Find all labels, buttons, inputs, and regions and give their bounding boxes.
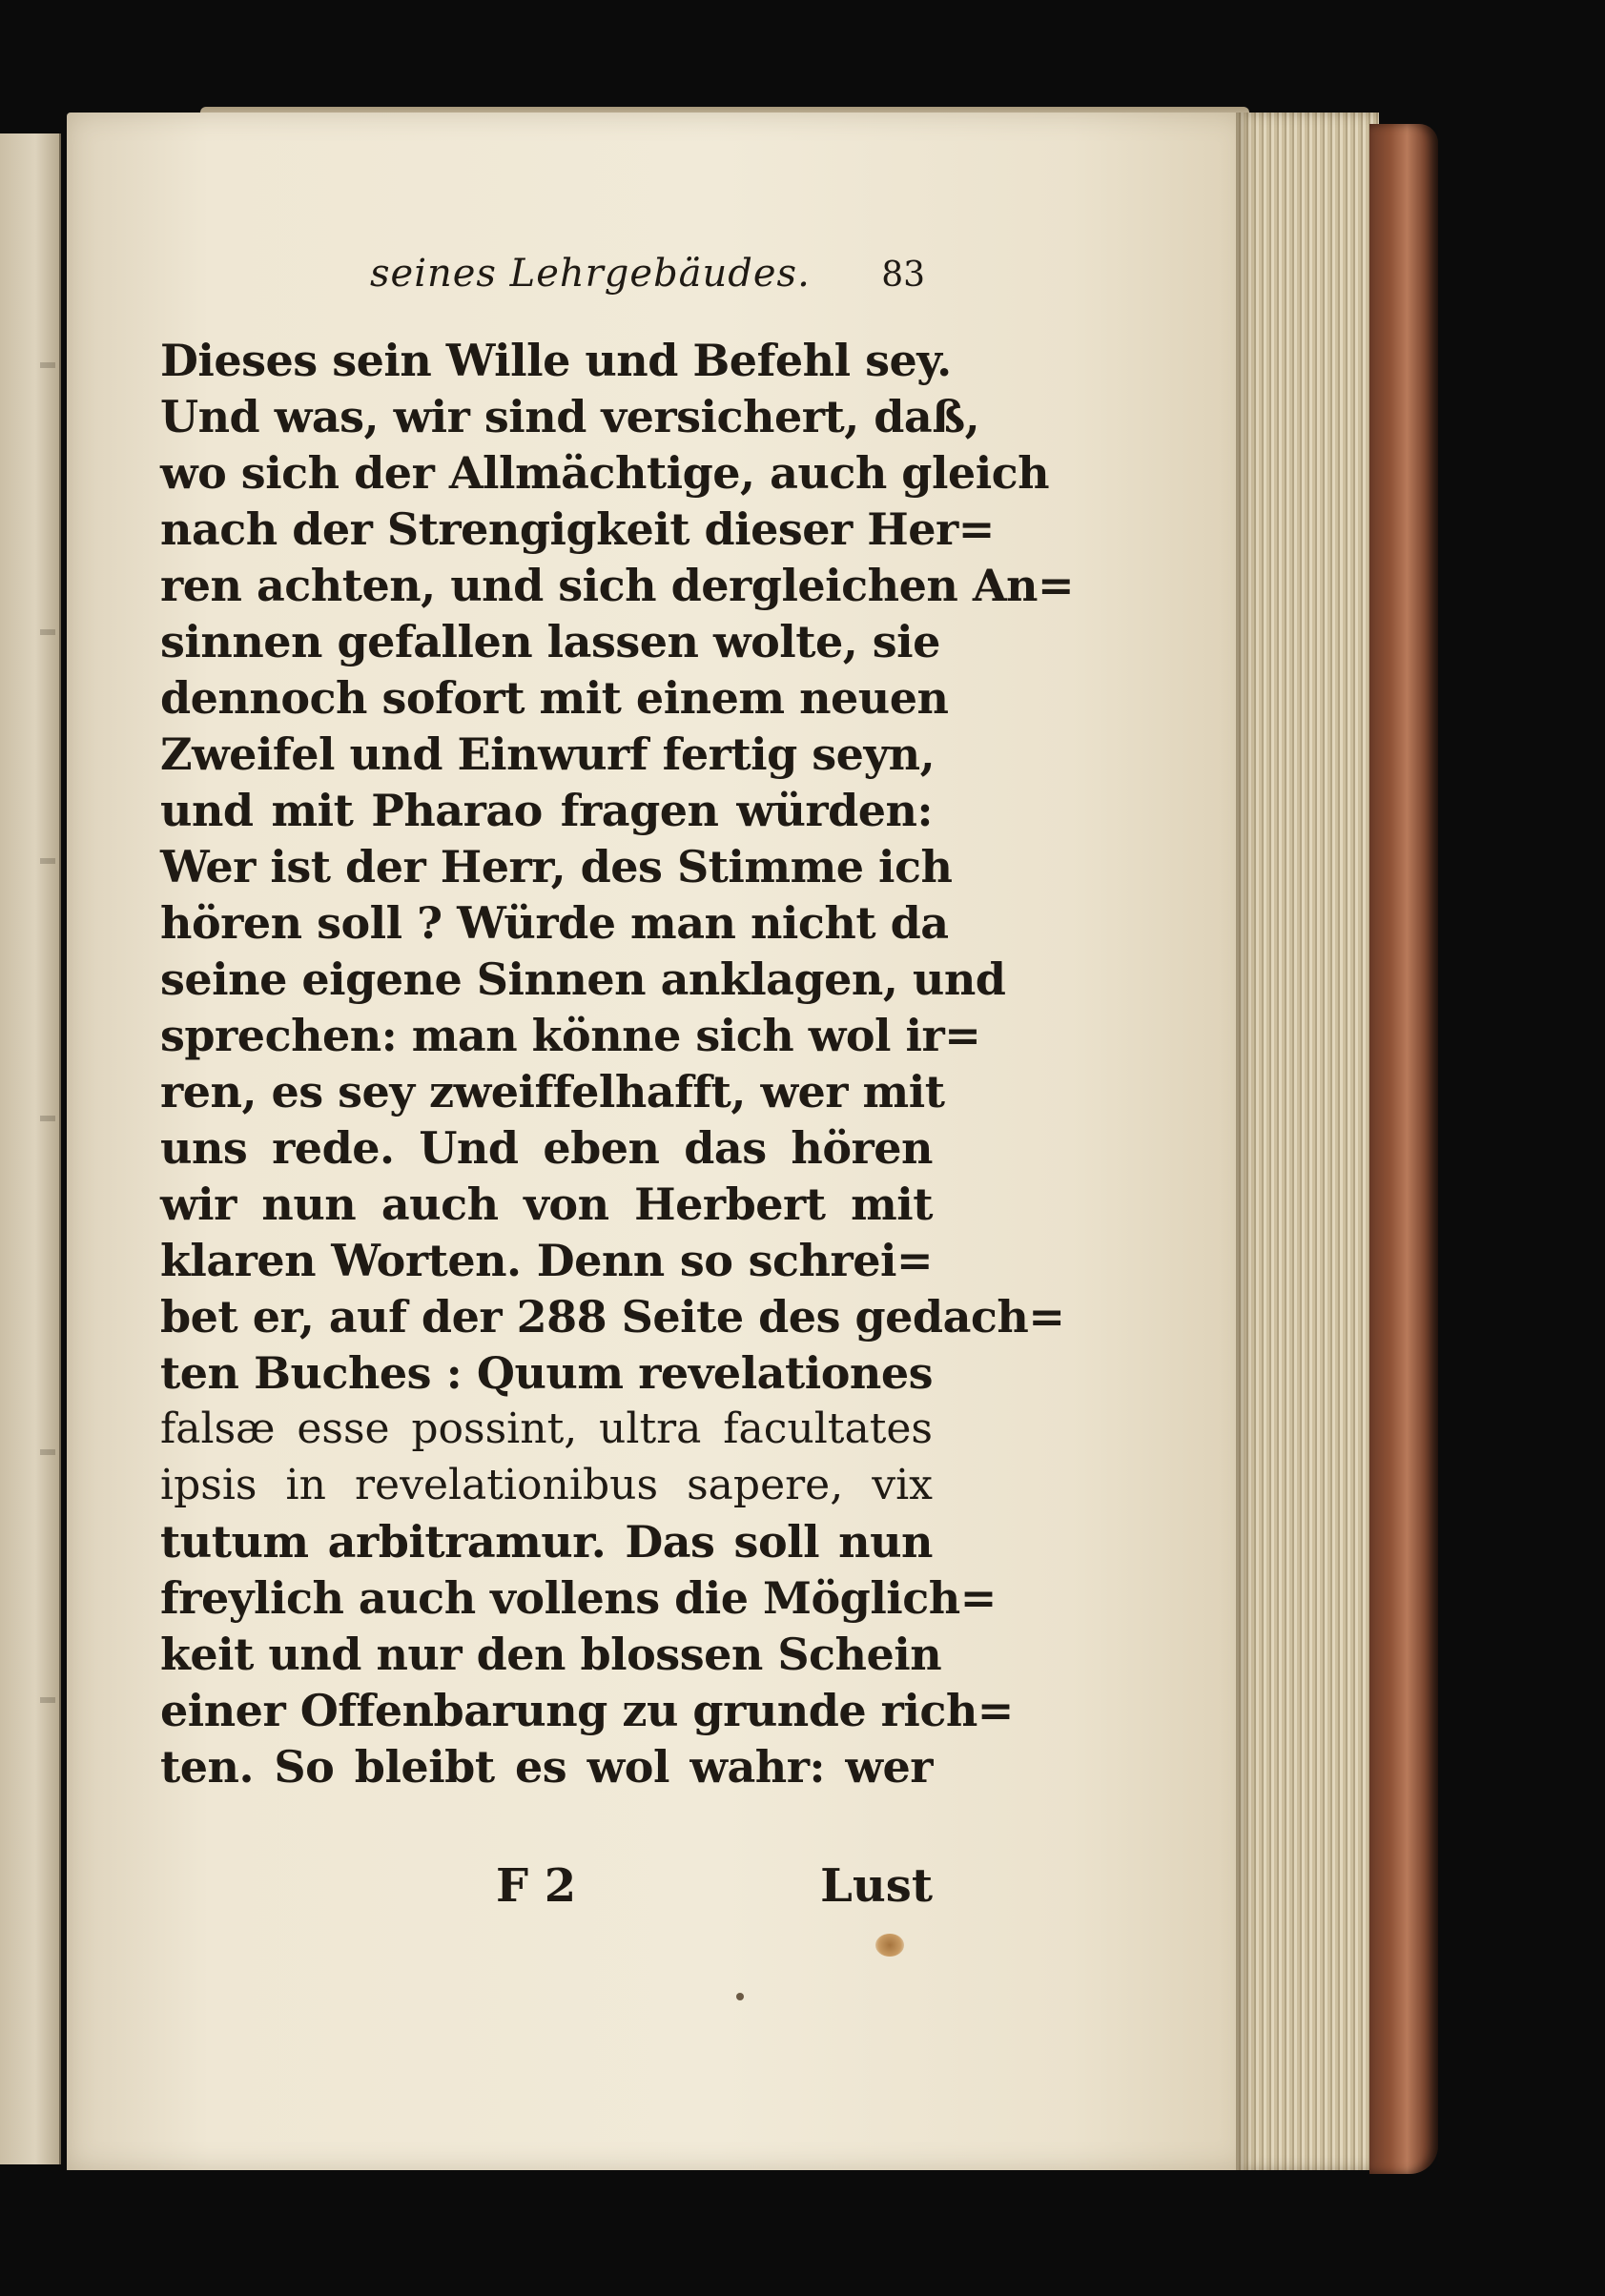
facing-page-edge xyxy=(0,133,61,2164)
text-line: einer Offenbarung zu grunde rich= xyxy=(160,1685,1014,1736)
book-cover-edge xyxy=(1369,124,1438,2174)
running-title: seines Lehrgebäudes. xyxy=(370,252,811,296)
text-line: klaren Worten. Denn so schrei= xyxy=(160,1235,933,1286)
text-line: falsæ esse possint, ultra facultates xyxy=(160,1404,933,1453)
text-line: Zweifel und Einwurf fertig seyn, xyxy=(160,728,936,780)
text-line: uns rede. Und eben das hören xyxy=(160,1122,933,1174)
text-line: ten Buches : Quum revelationes xyxy=(160,1347,933,1399)
text-line: ten. So bleibt es wol wahr: wer xyxy=(160,1741,933,1793)
body-text xyxy=(160,334,1075,1831)
text-line: sprechen: man könne sich wol ir= xyxy=(160,1010,981,1061)
catchline xyxy=(160,1859,933,1917)
text-line: und mit Pharao fragen würden: xyxy=(160,785,933,836)
text-line: hören soll ? Würde man nicht da xyxy=(160,897,949,949)
text-line: sinnen gefallen lassen wolte, sie xyxy=(160,616,940,667)
ink-speck xyxy=(736,1993,744,2000)
text-line: ren, es sey zweiffelhafft, wer mit xyxy=(160,1066,945,1117)
text-line: wir nun auch von Herbert mit xyxy=(160,1179,933,1230)
text-line: ren achten, und sich dergleichen An= xyxy=(160,560,1075,611)
text-line: seine eigene Sinnen anklagen, und xyxy=(160,953,1006,1005)
text-line: dennoch sofort mit einem neuen xyxy=(160,672,949,724)
text-line: Und was, wir sind versichert, daß, xyxy=(160,391,980,442)
text-line: bet er, auf der 288 Seite des gedach= xyxy=(160,1291,1065,1343)
page-number: 83 xyxy=(881,256,925,295)
text-line: nach der Strengigkeit dieser Her= xyxy=(160,503,995,555)
signature-mark: F 2 xyxy=(496,1859,577,1913)
text-line: ipsis in revelationibus sapere, vix xyxy=(160,1461,933,1509)
catchword: Lust xyxy=(820,1859,933,1913)
text-line: freylich auch vollens die Möglich= xyxy=(160,1572,997,1624)
text-line: keit und nur den blossen Schein xyxy=(160,1629,942,1680)
ink-stain xyxy=(875,1934,904,1957)
page-fore-edge xyxy=(1236,113,1379,2170)
text-line: tutum arbitramur. Das soll nun xyxy=(160,1516,933,1568)
page-content xyxy=(160,250,1075,1913)
text-line: Dieses sein Wille und Befehl sey. xyxy=(160,335,952,386)
running-head xyxy=(160,250,933,311)
text-line: wo sich der Allmächtige, auch gleich xyxy=(160,447,1050,499)
text-line: Wer ist der Herr, des Stimme ich xyxy=(160,841,953,892)
